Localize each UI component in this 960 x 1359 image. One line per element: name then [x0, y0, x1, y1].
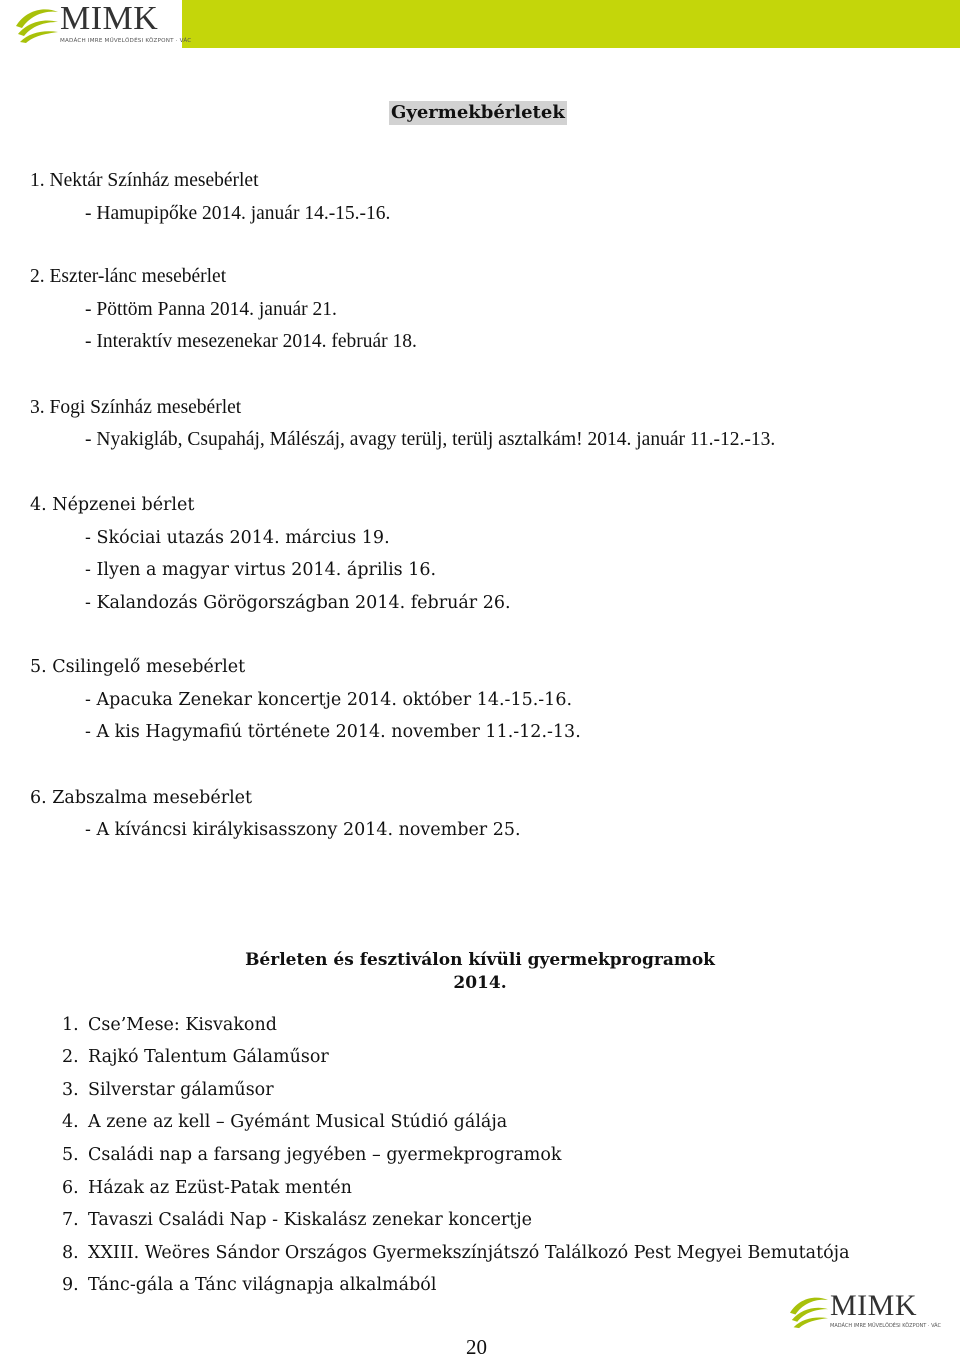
mimk-footer-logo: [788, 1291, 941, 1329]
extra-programs-year: 2014.: [453, 973, 507, 993]
list-item-text: Silverstar gálaműsor: [88, 1080, 274, 1100]
subscription-heading: 6. Zabszalma mesebérlet: [30, 788, 253, 808]
subscription-item: - Apacuka Zenekar koncertje 2014. október 14.-15.-16.: [85, 690, 573, 710]
subscription-heading: 1. Nektár Színház mesebérlet: [30, 170, 259, 191]
list-item: [62, 1014, 277, 1036]
list-item-number: 3.: [62, 1080, 79, 1100]
list-item: [62, 1242, 850, 1264]
page-number: 20: [466, 1335, 487, 1359]
list-item: [62, 1111, 507, 1133]
subscription-item: - Kalandozás Görögországban 2014. február 26.: [85, 593, 511, 613]
logo-brand: MIMK: [830, 1289, 918, 1322]
list-item-text: Családi nap a farsang jegyében – gyermekprogramok: [88, 1145, 562, 1165]
subscription-item: - Interaktív mesezenekar 2014. február 18.: [85, 331, 417, 352]
mimk-swoosh-icon: [14, 2, 60, 44]
subscription-item: - Pöttöm Panna 2014. január 21.: [85, 299, 337, 320]
list-item-number: 2.: [62, 1047, 79, 1067]
list-item-number: 8.: [62, 1243, 79, 1263]
mimk-swoosh-icon: [788, 1291, 830, 1329]
subscription-item: - Nyakigláb, Csupaháj, Málészáj, avagy terülj, terülj asztalkám! 2014. január 11.-12.-13.: [85, 429, 776, 450]
list-item-number: 7.: [62, 1210, 79, 1230]
list-item: [62, 1046, 329, 1068]
subscription-item: - Hamupipőke 2014. január 14.-15.-16.: [85, 203, 391, 224]
list-item-text: XXIII. Weöres Sándor Országos Gyermekszínjátszó Találkozó Pest Megyei Bemutatója: [88, 1243, 850, 1263]
subscription-heading: 5. Csilingelő mesebérlet: [30, 657, 246, 677]
list-item-text: Házak az Ezüst-Patak mentén: [88, 1178, 352, 1198]
list-item: [62, 1144, 562, 1166]
list-item: [62, 1274, 436, 1296]
logo-brand: MIMK: [60, 0, 159, 37]
subscription-heading: 4. Népzenei bérlet: [30, 495, 195, 515]
list-item-text: Cse’Mese: Kisvakond: [88, 1015, 277, 1035]
list-item-number: 4.: [62, 1112, 79, 1132]
list-item-text: Tánc-gála a Tánc világnapja alkalmából: [88, 1275, 437, 1295]
extra-programs-heading: Bérleten és fesztiválon kívüli gyermekprogramok: [245, 950, 715, 970]
list-item-number: 6.: [62, 1178, 79, 1198]
list-item-number: 5.: [62, 1145, 79, 1165]
logo-tagline: MADÁCH IMRE MŰVELŐDÉSI KÖZPONT · VÁC: [830, 1323, 942, 1329]
list-item-text: Tavaszi Családi Nap - Kiskalász zenekar koncertje: [88, 1210, 533, 1230]
list-item: [62, 1079, 274, 1101]
list-item: [62, 1177, 352, 1199]
page-title: Gyermekbérletek: [391, 102, 565, 123]
subscription-item: - Skóciai utazás 2014. március 19.: [85, 528, 390, 548]
subscription-item: - A kíváncsi királykisasszony 2014. november 25.: [85, 820, 521, 840]
list-item-number: 1.: [62, 1015, 79, 1035]
subscription-heading: 2. Eszter-lánc mesebérlet: [30, 266, 227, 287]
mimk-logo: [14, 2, 191, 44]
subscription-heading: 3. Fogi Színház mesebérlet: [30, 397, 242, 418]
subscription-item: - A kis Hagymafiú története 2014. november 11.-12.-13.: [85, 722, 581, 742]
list-item-text: Rajkó Talentum Gálaműsor: [88, 1047, 329, 1067]
list-item-text: A zene az kell – Gyémánt Musical Stúdió gálája: [88, 1112, 508, 1132]
header-accent-bar: [182, 0, 960, 48]
list-item-number: 9.: [62, 1275, 79, 1295]
logo-tagline: MADÁCH IMRE MŰVELŐDÉSI KÖZPONT · VÁC: [60, 38, 192, 44]
list-item: [62, 1209, 532, 1231]
subscription-item: - Ilyen a magyar virtus 2014. április 16.: [85, 560, 437, 580]
